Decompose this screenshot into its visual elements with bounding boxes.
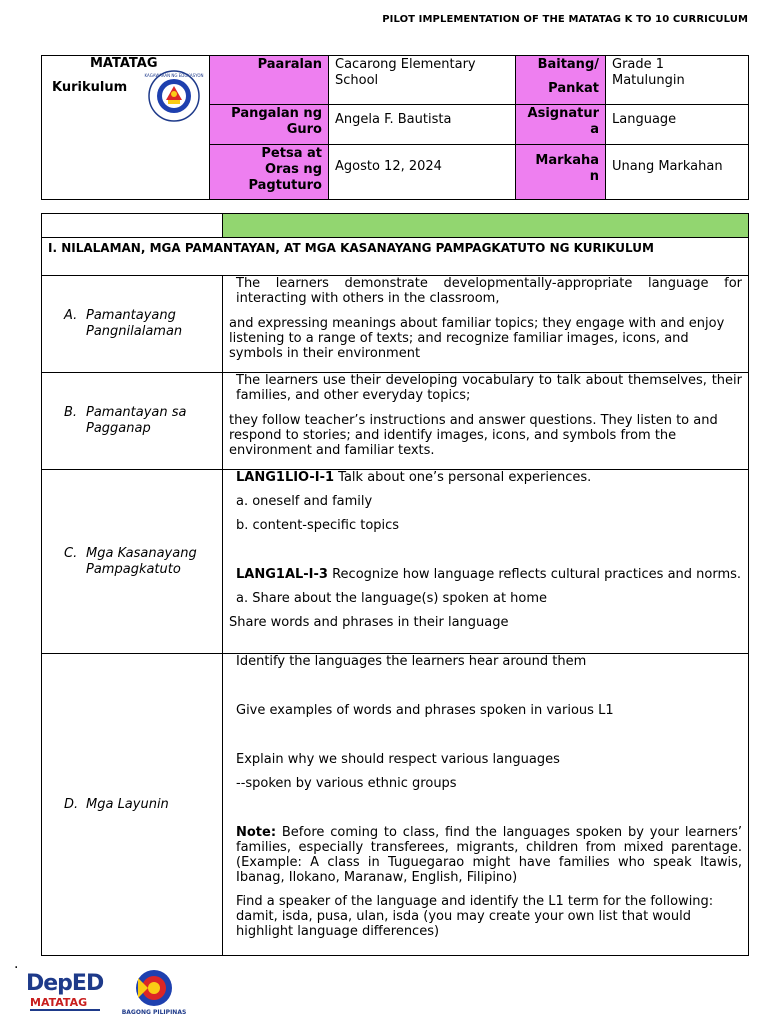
markahan-label-1: Markaha [535,153,599,168]
baitang-value [606,56,749,105]
asignatura-label-1: Asignatur [527,106,599,121]
paaralan-label: Paaralan [210,56,329,105]
row-a-letter: A. [64,308,78,323]
row-b-letter: B. [64,405,78,420]
petsa-label-3: Pagtuturo [248,178,322,193]
deped-seal-icon [144,70,204,122]
row-b-p2: they follow teacher’s instructions and answer questions. They listen to and respond to stories; and identify images, icons, and symbols from the environment and familiar texts. [229,413,718,458]
row-a-label [42,276,223,373]
row-d-text: Mga Layunin [86,796,169,812]
guro-label [210,105,329,145]
paaralan-value: Cacarong Elementary School [329,56,516,105]
competency-item-b: b. content-specific topics [236,518,400,533]
section-value: Matulungin [612,73,685,88]
row-b-text: Pamantayan sa Pagganap [86,405,187,436]
brand-matatag: MATATAG [90,56,158,71]
row-d-letter: D. [64,796,79,812]
info-table [41,55,749,200]
bagong-pilipinas-logo-icon [122,970,187,1016]
row-c-label [42,470,223,654]
note-label: Note: [236,825,277,840]
row-c-letter: C. [64,545,78,561]
baitang-label-2: Pankat [548,81,599,96]
row-a-text: Pamantayang Pangnilalaman [86,308,183,339]
row-a-p2: and expressing meanings about familiar topics; they engage with and enjoy listening to a range of texts; and recognize familiar images, icons, and symbols in their environment [229,316,725,361]
deped-logo-icon [26,971,104,1011]
asignatura-label-2: a [590,122,599,137]
green-header-cell [223,214,749,238]
competency-code-2: LANG1AL-I-3 [236,567,328,582]
row-a-p1: The learners demonstrate developmentally-appropriate language for interacting with others in the classroom, [236,276,742,306]
competency-2 [229,567,742,582]
row-d-content [223,654,749,956]
competency-item-a2: a. Share about the language(s) spoken at home [236,591,548,606]
guro-value: Angela F. Bautista [329,105,516,145]
objective-6: Find a speaker of the language and identify the L1 term for the following: damit, isda, pusa, ulan, isda (you may create your own list that would highlight language differences) [236,894,714,939]
asignatura-label [516,105,606,145]
blank-header-cell [42,214,223,238]
objective-note [229,825,742,885]
matatag-footer-text: MATATAG [30,996,88,1009]
row-c-content [223,470,749,654]
row-d-label [42,654,223,956]
baitang-label-1: Baitang/ [537,57,599,72]
petsa-value: Agosto 12, 2024 [329,145,516,200]
markahan-label [516,145,606,200]
row-b-p1: The learners use their developing vocabulary to talk about themselves, their families, and other everyday topics; [236,373,742,403]
page-header-title: PILOT IMPLEMENTATION OF THE MATATAG K TO 10 CURRICULUM [382,14,748,25]
grade-value: Grade 1 [612,57,665,72]
footer-logos [26,968,206,1020]
competency-text-2: Recognize how language reflects cultural practices and norms. [327,567,742,582]
petsa-label-2: Oras ng [264,162,322,177]
row-b-content [223,373,749,470]
objective-1: Identify the languages the learners hear around them [236,654,587,669]
petsa-label-1: Petsa at [261,146,322,161]
competency-share: Share words and phrases in their language [229,615,509,630]
objective-2: Give examples of words and phrases spoken in various L1 [236,703,614,718]
markahan-value: Unang Markahan [606,145,749,200]
competency-item-a: a. oneself and family [236,494,373,509]
section-title: I. NILALAMAN, MGA PAMANTAYAN, AT MGA KASANAYANG PAMPAGKATUTO NG KURIKULUM [42,238,749,276]
guro-label-2: Guro [286,122,322,137]
competency-1 [229,470,742,485]
row-c-text: Mga Kasanayang Pampagkatuto [86,545,197,577]
footer-logos-svg [26,968,206,1016]
content-table [41,213,749,956]
brand-cell [42,56,210,200]
deped-text: DepED [26,971,104,996]
brand-kurikulum: Kurikulum [52,80,128,95]
bagong-text: BAGONG PILIPINAS [121,1009,187,1016]
asignatura-value: Language [606,105,749,145]
objective-4: --spoken by various ethnic groups [236,776,457,791]
competency-text-1: Talk about one’s personal experiences. [334,470,592,485]
petsa-label [210,145,329,200]
row-a-content [223,276,749,373]
baitang-label [516,56,606,105]
stray-dot: . [14,956,19,972]
objective-3: Explain why we should respect various languages [236,752,560,767]
row-b-label [42,373,223,470]
markahan-label-2: n [589,169,599,184]
seal-text: KAGAWARAN NG EDUKASYON [144,73,204,78]
note-text: Before coming to class, find the languages spoken by your learners’ families, especially transferees, migrants, children from mixed parentage. (Example: A class in Tuguegarao might have families who speak Itawis, Ibanag, Ilokano, Maranaw, English, Filipino) [236,825,742,885]
competency-code-1: LANG1LIO-I-1 [236,470,335,485]
guro-label-1: Pangalan ng [231,106,322,121]
